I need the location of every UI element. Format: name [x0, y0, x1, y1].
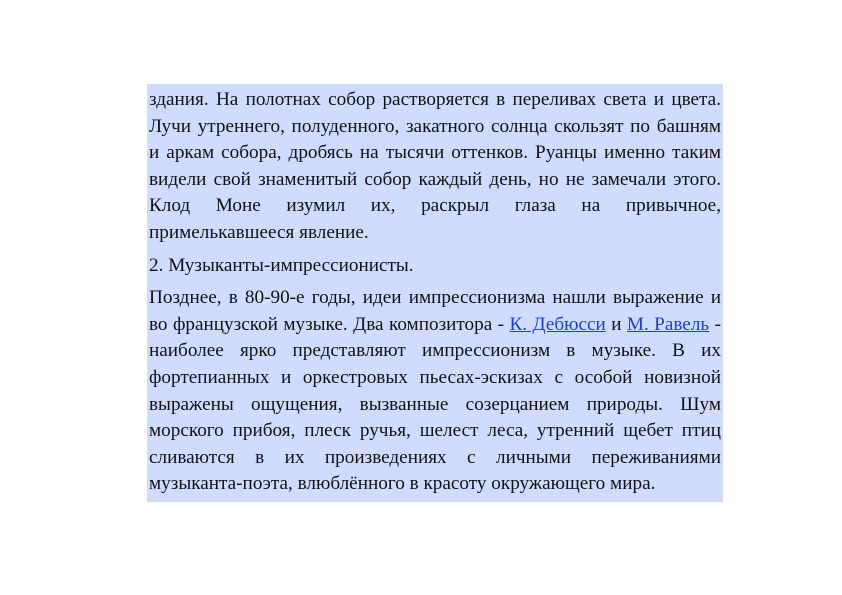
paragraph-composers — [147, 285, 723, 498]
debussy-link[interactable]: К. Дебюсси — [509, 313, 606, 335]
paragraph-text-start: Позднее, в 80-90-е годы, идеи импрессионизма нашли выражение и во французской музыке. Два композитора - — [149, 287, 721, 335]
section-heading-musicians: 2. Музыканты-импрессионисты. — [149, 254, 414, 276]
paragraph-monet: здания. На полотнах собор растворяется в переливах света и цвета. Лучи утреннего, полуденного, закатного солнца скользят по башням и аркам собора, дробясь на тысячи оттенков. Руанцы именно таким видели свой знаменитый собор каждый день, но не замечали этого. Клод Моне изумил их, раскрыл глаза на привычное, примелькавшееся явление. — [149, 89, 721, 243]
ravel-link[interactable]: М. Равель — [626, 313, 710, 335]
paragraph-text-between: и — [605, 313, 627, 335]
highlighted-text-block — [147, 84, 723, 502]
paragraph-text-end: - наиболее ярко представляют импрессионизм в музыке. В их фортепианных и оркестровых пьесах-эскизах с особой новизной выражены ощущения, вызванные созерцанием природы. Шум морского прибоя, плеск ручья, шелест леса, утренний щебет птиц сливаются в их произведениях с личными переживаниями музыканта-поэта, влюблённого в красоту окружающего мира. — [149, 313, 721, 495]
